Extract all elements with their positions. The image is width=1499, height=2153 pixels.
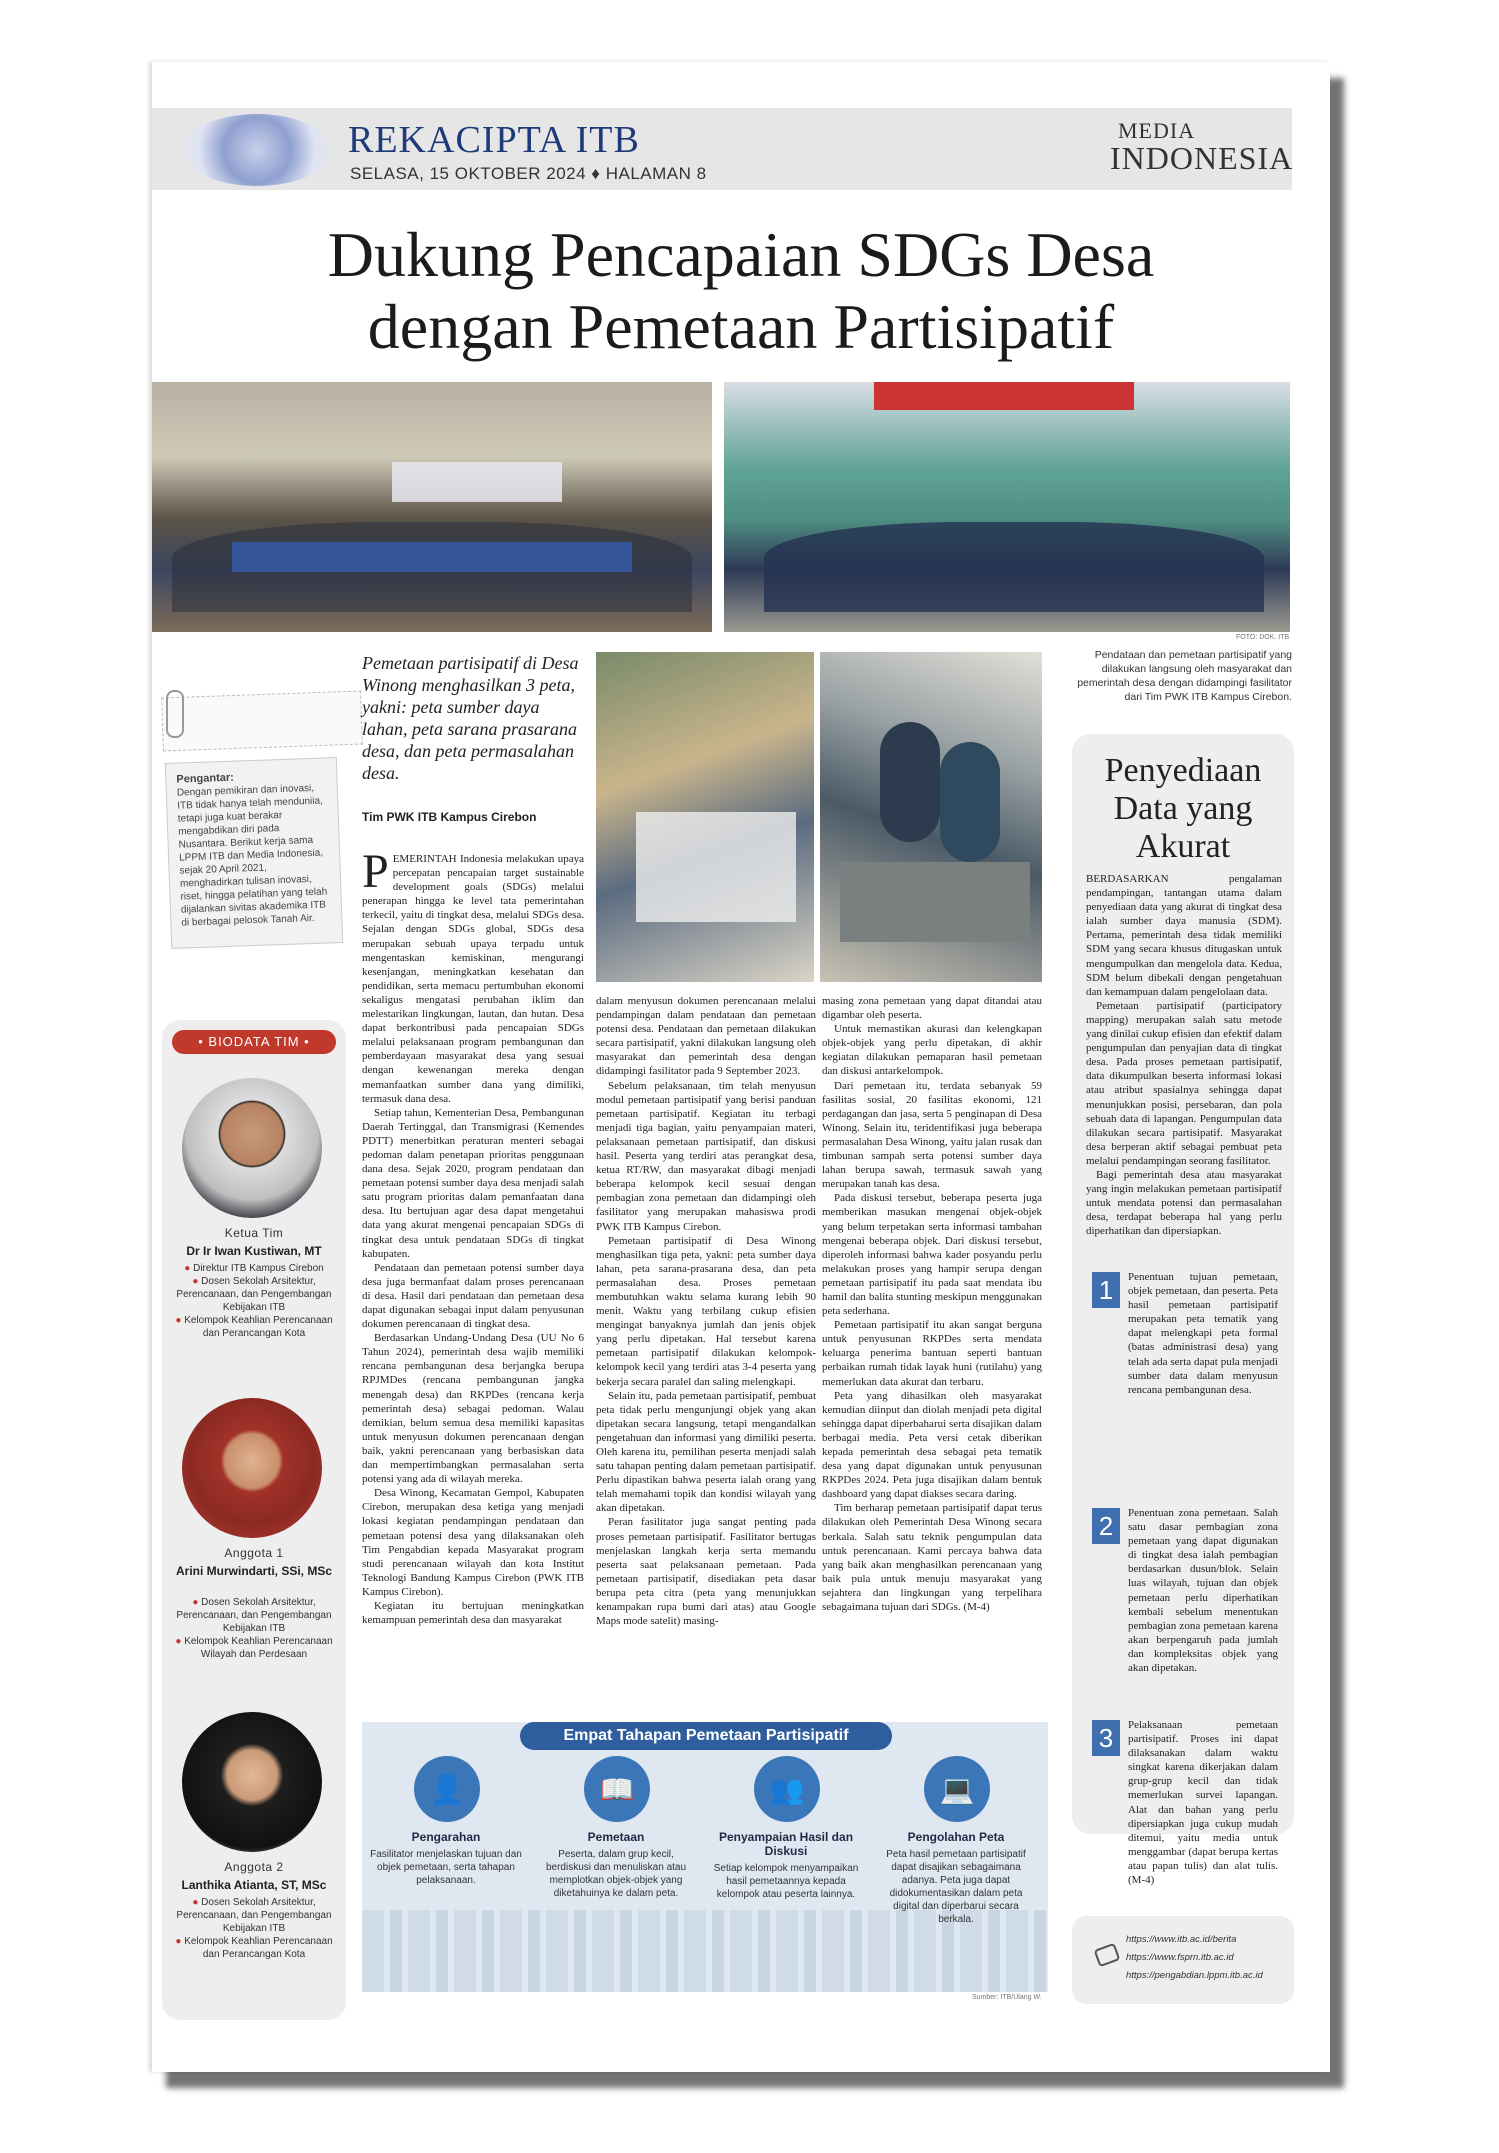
paperclip-icon [166, 690, 184, 738]
group-photo-village-office [724, 382, 1290, 632]
article-column-1 [362, 852, 584, 1672]
link-lppm[interactable]: https://pengabdian.lppm.itb.ac.id [1126, 1970, 1263, 1981]
member-role: Ketua Tim [224, 1226, 284, 1240]
point-number: 1 [1092, 1272, 1120, 1308]
map-notebook-icon: 📖 [584, 1756, 650, 1822]
step-heading: Pemetaan [587, 1830, 645, 1844]
article-column-3 [822, 994, 1042, 1678]
link-itb-berita[interactable]: https://www.itb.ac.id/berita [1126, 1934, 1237, 1945]
lede: Pemetaan partisipatif di Desa Winong menghasilkan 3 peta, yakni: peta sumber daya lahan, peta sarana prasarana desa, dan peta permasalahan desa. [362, 653, 579, 783]
sidebar-body [1086, 872, 1282, 1262]
paragraph: Selain itu, pada pemetaan partisipatif, pembuat peta tidak perlu mengunjungi objek yang akan dipetakan secara langsung, tetapi mengandalkan pengetahuan dan informasi yang dimiliki peserta. Oleh karena itu, pemilihan peserta menjadi salah satu tahapan penting dalam pemetaan partisipatif. Perlu dipastikan bahwa peserta ialah orang yang telah memahami topik dan kondisi wilayah yang akan dipetakan. [596, 1389, 816, 1515]
headline-line1: Dukung Pencapaian SDGs Desa [327, 219, 1155, 290]
byline: Tim PWK ITB Kampus Cirebon [362, 810, 537, 824]
step-text: Peserta, dalam grup kecil, berdiskusi dan menuliskan atau memplotkan objek-objek yang diketahuinya ke dalam peta. [545, 1849, 687, 1899]
member-name: Lanthika Atianta, ST, MSc [181, 1878, 327, 1892]
member-desc: ● Direktur ITB Kampus Cirebon ● Dosen Sekolah Arsitektur, Perencanaan, dan Pengembangan Kebijakan ITB ● Kelompok Keahlian Perencanaan dan Perancangan Kota [175, 1263, 333, 1339]
infographic-source: Sumber: ITB/Ulang W. [972, 1994, 1042, 2001]
member-role: Anggota 2 [224, 1860, 284, 1874]
drop-cap: P [362, 852, 389, 898]
step-text: Setiap kelompok menyampaikan hasil pemetaannya kepada kelompok atau peserta lainnya. [713, 1863, 859, 1900]
member-desc: ● Dosen Sekolah Arsitektur, Perencanaan, dan Pengembangan Kebijakan ITB ● Kelompok Keahlian Perencanaan dan Perancangan Kota [175, 1897, 333, 1960]
member-name: Dr Ir Iwan Kustiwan, MT [186, 1244, 322, 1258]
paragraph: Peta yang dihasilkan oleh masyarakat kemudian diinput dan diolah menjadi peta digital sehingga dapat diperbaharui serta disajikan dalam berbagai media. Peta versi cetak diberikan kepada pemerintah desa sebagai peta tematik desa yang dapat digunakan untuk penyusunan RKPDes 2024. Peta juga disajikan dalam bentuk dashboard yang dapat diakses secara daring. [822, 1389, 1042, 1501]
dateline: SELASA, 15 OKTOBER 2024 ♦ HALAMAN 8 [350, 164, 707, 183]
photo-mapping-activity [596, 652, 814, 982]
point-text: Penentuan zona pemetaan. Salah satu dasar pembagian zona pemetaan yang dapat digunakan di tingkat desa ialah pembagian berdasarkan dusun/blok. Selain luas wilayah, tujuan dan objek pemetaan perlu diperhatikan kembali sebelum menentukan pembagian zona pemetaan karena akan berpengaruh pada jumlah dan kompleksitas objek yang akan dipetakan. [1128, 1507, 1278, 1675]
paragraph: Sebelum pelaksanaan, tim telah menyusun modul pemetaan partisipatif yang berisi panduan pemetaan partisipatif. Kegiatan itu terbagi menjadi tiga bagian, yaitu penyampaian materi, pelaksanaan pemetaan partisipatif, dan diskusi hasil. Peserta yang terdiri atas perangkat desa, ketua RT/RW, dan masyarakat dibagi menjadi beberapa kelompok kecil sesuai dengan pembagian zona pemetaan dan didampingi oleh fasilitator yang merupakan mahasiswa prodi PWK ITB Kampus Cirebon. [596, 1079, 816, 1233]
paragraph: Dari pemetaan itu, terdata sebanyak 59 fasilitas sosial, 20 fasilitas ekonomi, 121 perdagangan dan jasa, serta 5 penginapan di Desa Winong. Selain itu, teridentifikasi juga beberapa permasalahan Desa Winong, yaitu jalan rusak dan timbunan sampah serta potensi sumber daya lahan berupa sawah, termasuk sawah yang merupakan tanah kas desa. [822, 1079, 1042, 1191]
paragraph: masing zona pemetaan yang dapat ditandai atau digambar oleh peserta. [822, 995, 1042, 1022]
sidebar-title: Penyediaan Data yang Akurat [1104, 752, 1262, 865]
photo-facilitator-discussion [820, 652, 1042, 982]
paragraph: Desa Winong, Kecamatan Gempol, Kabupaten Cirebon, merupakan desa ketiga yang menjadi lokasi kegiatan pendampingan pendataan dan pemetaan potensi desa yang dilaksanakan oleh Tim Pengabdian kepada Masyarakat program studi perencanaan wilayah dan kota Institut Teknologi Bandung Kampus Cirebon (PWK ITB Kampus Cirebon). [362, 1487, 584, 1598]
avatar-anggota-2 [182, 1712, 322, 1852]
step-heading: Penyampaian Hasil dan Diskusi [718, 1830, 854, 1858]
point-text: Pelaksanaan pemetaan partisipatif. Proses ini dapat dilaksanakan dalam waktu singkat karena dikerjakan dalam grup-grup kecil dan tidak memerlukan survei lapangan. Alat dan bahan yang perlu dipersiapkan juga cukup mudah ditemui, yaitu media untuk menggambar (dapat berupa kertas atau papan tulis) dan alat tulis. (M-4) [1128, 1719, 1278, 1887]
paragraph: Peran fasilitator juga sangat penting pada proses pemetaan partisipatif. Fasilitator bertugas menjelaskan langkah kerja serta memandu peserta saat pelaksanaan pemetaan. Pada pemetaan partisipatif, disediakan peta dasar berupa peta citra (peta yang menunjukkan kenampakan rupa bumi dari atas) atau Google Maps mode satelit) masing- [596, 1516, 816, 1628]
brand-logo-line2: INDONESIA [1110, 140, 1294, 176]
photo-credit: FOTO: DOK. ITB [1236, 634, 1290, 641]
avatar-ketua [182, 1078, 322, 1218]
group-discussion-icon: 👥 [754, 1756, 820, 1822]
headline-line2: dengan Pemetaan Partisipatif [367, 291, 1115, 362]
paragraph: Tim berharap pemetaan partisipatif dapat terus dilakukan oleh Pemerintah Desa Winong secara berkala. Salah satu teknik pengumpulan data untuk perencanaan. Kami percaya bahwa data yang baik akan menghasilkan perencanaan yang baik pula untuk menuju masyarakat yang sejahtera dan lingkungan yang terpelihara sebagaimana tujuan dari SDGs. (M-4) [822, 1502, 1042, 1614]
paragraph: Pendataan dan pemetaan potensi sumber daya desa juga bermanfaat dalam proses perencanaan di desa. Hasil dari pendataan dan pemetaan desa dapat digunakan sebagai input dalam penyusunan dokumen perencanaan di tingkat desa. [362, 1261, 584, 1331]
link-fsprn[interactable]: https://www.fsprn.itb.ac.id [1126, 1952, 1234, 1963]
paragraph: dalam menyusun dokumen perencanaan melalui pendampingan dalam pendataan dan pemetaan potensi desa. Pendataan dan pemetaan dilakukan secara partisipatif, yakni dilakukan langsung oleh masyarakat dan pemerintah desa dengan didampingi fasilitator pada 9 September 2023. [596, 995, 816, 1078]
paragraph: Pemetaan partisipatif (participatory mapping) merupakan salah satu metode yang dinilai cukup efisien dan efektif dalam pengumpulan dan penyajian data di tingkat desa. Pada proses pemetaan partisipatif, data dikumpulkan beserta informasi lokasi atau atribut spasialnya sehingga dapat menunjukkan posisi, persebaran, dan pola sebuah data di lapangan. Pengumpulan data dilakukan secara partisipatif. Masyarakat desa berperan aktif sebagai pembuat peta melalui pendampingan seorang fasilitator. [1086, 999, 1282, 1167]
paragraph: Untuk memastikan akurasi dan kelengkapan objek-objek yang perlu dipetakan, di akhir kegiatan dilakukan pemaparan hasil pemetaan dan diskusi antarkelompok. [822, 1023, 1042, 1078]
paragraph: Kegiatan itu bertujuan meningkatkan kemampuan pemerintah desa dan masyarakat [362, 1599, 584, 1627]
brand-logo-line1: MEDIA [1118, 118, 1196, 143]
group-photo-training [152, 382, 712, 632]
member-role: Anggota 1 [224, 1546, 284, 1560]
note-header-card [161, 691, 363, 752]
step-text: Peta hasil pemetaan partisipatif dapat disajikan sebagaimana adanya. Peta juga dapat didokumentasikan dalam peta digital dan diperbarui secara berkala. [886, 1849, 1026, 1925]
member-desc: ● Dosen Sekolah Arsitektur, Perencanaan, dan Pengembangan Kebijakan ITB ● Kelompok Keahlian Perencanaan Wilayah dan Perdesaan [175, 1597, 333, 1660]
step-heading: Pengolahan Peta [907, 1830, 1005, 1844]
avatar-anggota-1 [182, 1398, 322, 1538]
member-name: Arini Murwindarti, SSi, MSc [175, 1564, 333, 1578]
paragraph: Pada diskusi tersebut, beberapa peserta juga memberikan masukan mengenai objek-objek yang belum terpetakan serta informasi tambahan mengenai beberapa objek. Dari diskusi tersebut, diperoleh informasi bahwa kader posyandu perlu melakukan proses yang hampir serupa dengan pemetaan partisipatif itu pada saat mendata ibu hamil dan balita stunting meskipun menggunakan peta sederhana. [822, 1192, 1042, 1318]
laptop-map-icon: 💻 [924, 1756, 990, 1822]
paragraph: Bagi pemerintah desa atau masyarakat yang ingin melakukan pemetaan partisipatif untuk mendata potensi dan permasalahan desa, terdapat beberapa hal yang perlu diperhatikan dan dipersiapkan. [1086, 1168, 1282, 1238]
step-heading: Pengarahan [411, 1830, 481, 1844]
point-number: 3 [1092, 1720, 1120, 1756]
paragraph: BERDASARKAN pengalaman pendampingan, tantangan utama dalam penyediaan data yang akurat di tingkat desa ialah sumber daya manusia (SDM). Pertama, pemerintah desa tidak memiliki SDM yang secara khusus ditugaskan untuk mengumpulkan dan mengelola data. Kedua, SDM belum dibekali dengan pengetahuan dan kemampuan dalam pengelolaan data. [1086, 873, 1282, 998]
presenter-icon: 👤 [414, 1756, 480, 1822]
paragraph: EMERINTAH Indonesia melakukan upaya percepatan pencapaian target sustainable development goals (SDGs) melalui penerapan hingga ke level tata pemerintahan terkecil, yaitu di tingkat desa, melalui SDGs desa. Sejalan dengan SDGs global, SDGs desa merupakan sebuah upaya terpadu untuk mengentaskan kemiskinan, mengurangi kesenjangan, meningkatkan kesehatan dan pendidikan, serta memacu pertumbuhan ekonomi sekaligus mengatasi perubahan iklim dan melestarikan lingkungan, lautan, dan hutan. Desa dapat berkontribusi pada pencapaian SDGs melalui pelaksanaan program pembangunan dan pemberdayaan masyarakat desa yang sesuai dengan kewenangan mereka dengan memanfaatkan sumber dana yang dimiliki, termasuk dana desa. [362, 853, 584, 1105]
point-number: 2 [1092, 1508, 1120, 1544]
infographic-title: Empat Tahapan Pemetaan Partisipatif [520, 1722, 892, 1750]
section-title: REKACIPTA ITB [348, 119, 640, 161]
point-text: Penentuan tujuan pemetaan, objek pemetaan, dan peserta. Peta hasil pemetaan partisipatif merupakan peta tematik yang dapat melengkapi peta formal (batas administrasi desa) yang telah ada serta dapat pula menjadi sumber data dalam menyusun rencana pembangunan desa. [1128, 1271, 1278, 1396]
paragraph: Pemetaan partisipatif itu akan sangat berguna untuk penyusunan RKPDes serta mendata keluarga penerima bantuan seperti bantuan perbaikan rumah tidak layak huni (rutilahu) yang memerlukan data akurat dan terbaru. [822, 1319, 1042, 1388]
itb-logo [182, 114, 332, 186]
paragraph: Setiap tahun, Kementerian Desa, Pembangunan Daerah Tertinggal, dan Transmigrasi (Kemendes PDTT) menerbitkan peraturan menteri sebagai pedoman dalam penetapan prioritas penggunaan dana desa. Sejak 2020, program pendataan dan pemetaan potensi sumber daya desa menjadi salah satu program prioritas dalam pemanfaatan dana desa. Itu bertujuan agar desa dapat mengetahui data yang akurat mengenai pencapaian SDGs di tingkat desa untuk pendataan SDGs di tingkat kabupaten. [362, 1106, 584, 1260]
paragraph: Pemetaan partisipatif di Desa Winong menghasilkan tiga peta, yakni: peta sumber daya lahan, peta sarana-prasarana desa, dan peta permasalahan desa. Proses pemetaan membutuhkan waktu selama kurang lebih 90 menit. Waktu yang terbilang cukup efisien mengingat banyaknya jumlah dan jenis objek yang perlu dipetakan. Hal tersebut karena pemetaan partisipatif dilakukan kelompok-kelompok kecil yang terdiri atas 3-4 peserta yang bekerja secara paralel dan saling melengkapi. [596, 1234, 816, 1388]
intro-note [165, 757, 343, 949]
intro-note-text: Dengan pemikiran dan inovasi, ITB tidak hanya telah menduniia, tetapi juga kuat berakar mengabdikan diri pada Nusantara. Berikut kerja sama LPPM ITB dan Media Indonesia, sejak 20 April 2021, menghadirkan tulisan inovasi, riset, hingga pelatihan yang telah dijalankan sivitas akademika ITB di berbagai pelosok Tanah Air. [176, 782, 328, 929]
biodata-heading: • BIODATA TIM • [172, 1030, 336, 1054]
step-text: Fasilitator menjelaskan tujuan dan objek pemetaan, serta tahapan pelaksanaan. [370, 1849, 522, 1886]
article-column-2 [596, 994, 816, 1678]
intro-note-label: Pengantar: [176, 771, 235, 786]
paragraph: Berdasarkan Undang-Undang Desa (UU No 6 Tahun 2024), pemerintah desa wajib memiliki rencana pembangunan desa berjangka berupa RPJMDes (rencana pembangunan jangka menengah desa) dan RKPDes (rencana kerja pemerintah desa) sebagai pedoman. Walau demikian, belum semua desa memiliki kapasitas untuk menyusun dokumen perencanaan dengan baik, yakni perencanaan yang berbasiskan data dan mempertimbangkan permasalahan serta potensi yang ada di wilayah mereka. [362, 1332, 584, 1486]
photo-caption: Pendataan dan pemetaan partisipatif yang dilakukan langsung oleh masyarakat dan pemerintah desa dengan didampingi fasilitator dari Tim PWK ITB Kampus Cirebon. [1077, 649, 1292, 703]
